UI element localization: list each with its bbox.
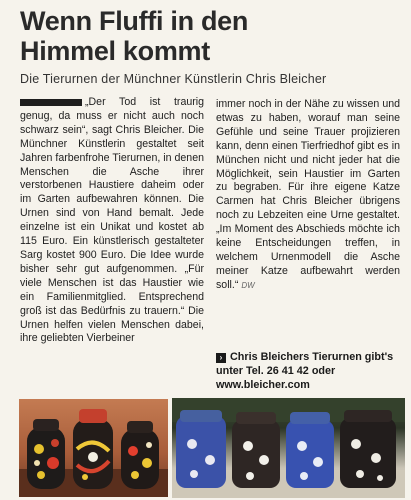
- urn-blue-1: [176, 410, 226, 488]
- info-box: [216, 350, 406, 392]
- article-column-1: [20, 96, 204, 346]
- info-text: Chris Bleichers Tierurnen gibt's unter Tel. 26 41 42 oder www.bleicher.com: [216, 351, 394, 391]
- painted-urns-illustration: [19, 399, 168, 497]
- column-1-text: „Der Tod ist traurig genug, da muss er nicht auch noch schwarz sein“, sagt Chris Bleicher. Die Münchner Künstlerin gestaltet seit Jahren farbenfrohe Tierurnen, in denen Menschen die Asche ihrer verstorbenen Haustiere daheim oder im Garten aufbewahren können. Die Urnen sind von Hand bemalt. Jede einzelne ist ein Unikat und kostet ab 115 Euro. Ein künstlerisch gestalteter Sarg kostet 900 Euro. Die Idee wurde bisher sehr gut aufgenommen. „Für viele Menschen ist das Haustier wie ein Familienmitglied. Entsprechend groß ist das Bedürfnis zu trauern.“ Die Urnen helfen vielen Menschen dabei, ihre geliebten Vierbeiner: [20, 96, 204, 345]
- urn-blue-2: [286, 412, 334, 488]
- headline-line-2: Himmel kommt: [20, 36, 210, 66]
- kicker-bar: [20, 99, 82, 106]
- article-subheadline: Die Tierurnen der Münchner Künstlerin Chris Bleicher: [20, 72, 327, 86]
- urn-2: [73, 409, 113, 489]
- arrow-icon: ›: [216, 353, 226, 363]
- column-2-text: immer noch in der Nähe zu wissen und etwas zu haben, worauf man seine Gefühle und seine Trauer projizieren kann, denn einen Tierfriedhof gibt es in München nicht und nicht jeder hat die Möglichkeit, sein Haustier im Garten zu begraben. Für ihre eigene Katze Carmen hat Chris Bleicher übrigens noch zu Lebzeiten eine Urne gestaltet. „Im Moment des Abschieds möchte ich keine Entscheidungen treffen, in welchem Urnenmodell die Asche meiner Katze aufbewahrt werden soll.“: [216, 98, 400, 291]
- article-column-2: [216, 98, 400, 293]
- urn-dark-2: [340, 410, 396, 488]
- paw-print-urns-photo: [172, 398, 405, 498]
- headline-line-1: Wenn Fluffi in den: [20, 6, 249, 36]
- urn-1: [27, 419, 65, 489]
- urn-dark-1: [232, 412, 280, 488]
- article-headline: [20, 6, 400, 66]
- painted-urns-photo: [19, 399, 168, 497]
- paw-print-urns-illustration: [172, 398, 405, 498]
- urn-3: [121, 421, 159, 489]
- author-initials: DW: [241, 280, 255, 290]
